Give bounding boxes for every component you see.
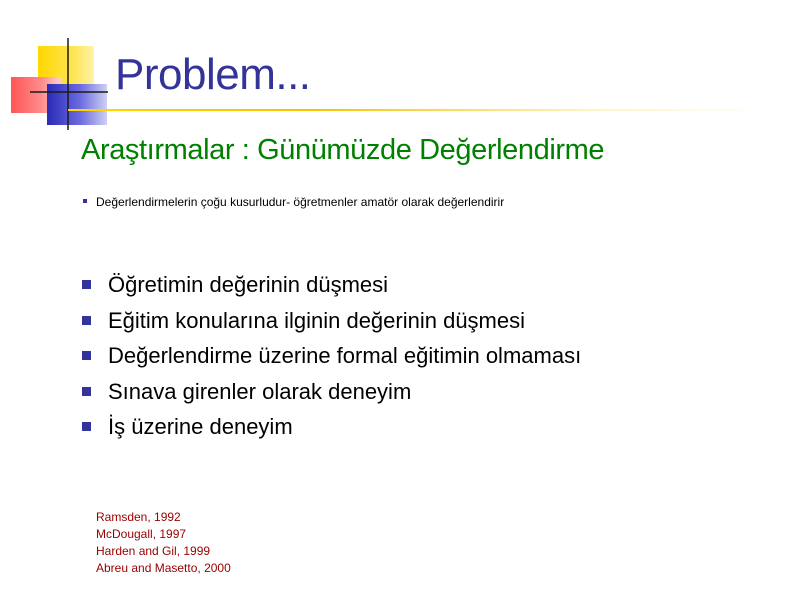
reference-item: Harden and Gil, 1999 bbox=[96, 544, 211, 558]
square-bullet-icon bbox=[82, 387, 91, 396]
title-underline bbox=[68, 109, 768, 111]
slide-subtitle: Araştırmalar : Günümüzde Değerlendirme bbox=[81, 134, 605, 166]
square-bullet-icon bbox=[82, 280, 91, 289]
square-bullet-icon bbox=[82, 316, 91, 325]
note-bullet bbox=[83, 195, 504, 209]
reference-item: Abreu and Masetto, 2000 bbox=[96, 561, 231, 575]
square-bullet-icon bbox=[82, 351, 91, 360]
logo-blue-square bbox=[47, 84, 107, 125]
bullet-item bbox=[80, 270, 581, 306]
bullet-item bbox=[80, 412, 581, 448]
bullet-item bbox=[80, 341, 581, 377]
bullet-item bbox=[80, 306, 581, 342]
note-bullet-text: Değerlendirmelerin çoğu kusurludur- öğretmenler amatör olarak değerlendirir bbox=[96, 195, 505, 209]
bullet-list bbox=[80, 270, 581, 448]
reference-item: McDougall, 1997 bbox=[96, 527, 187, 541]
slide-logo-graphic bbox=[0, 0, 130, 140]
square-bullet-icon bbox=[83, 199, 87, 203]
reference-item: Ramsden, 1992 bbox=[96, 510, 181, 524]
bullet-text: Sınava girenler olarak deneyim bbox=[108, 378, 412, 404]
bullet-text: Öğretimin değerinin düşmesi bbox=[108, 272, 389, 297]
square-bullet-icon bbox=[82, 422, 91, 431]
bullet-text: Eğitim konularına ilginin değerinin düşmesi bbox=[108, 307, 526, 333]
slide-title: Problem... bbox=[115, 50, 311, 99]
bullet-text: Değerlendirme üzerine formal eğitimin olmaması bbox=[108, 343, 582, 368]
bullet-text: İş üzerine deneyim bbox=[108, 414, 293, 439]
references-list bbox=[96, 509, 231, 577]
bullet-item bbox=[80, 377, 581, 413]
